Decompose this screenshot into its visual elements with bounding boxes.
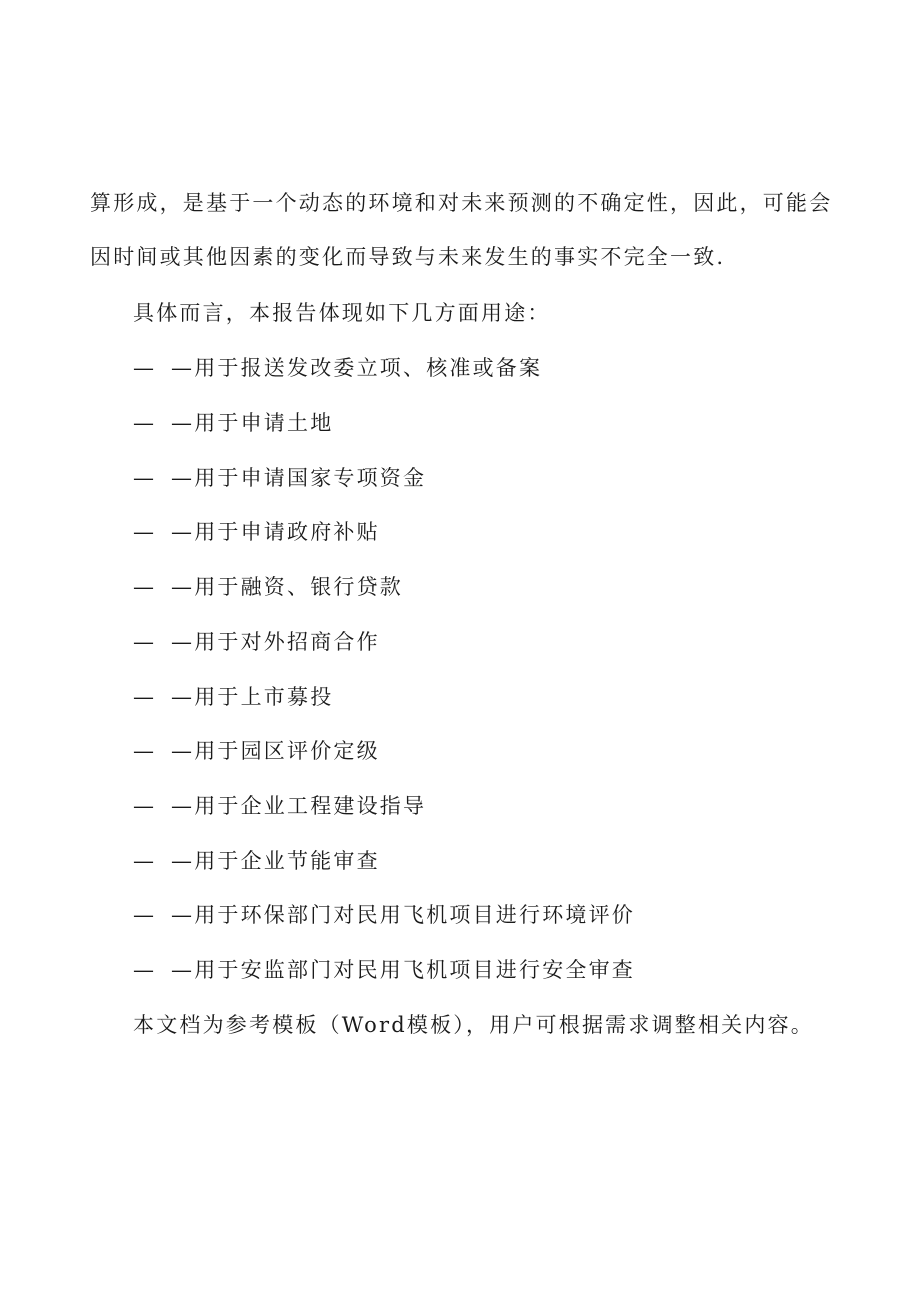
list-item: [133, 353, 542, 383]
list-item-text: —用于园区评价定级: [171, 739, 380, 763]
list-item-text: —用于对外招商合作: [171, 630, 380, 654]
list-item: [133, 846, 380, 876]
bullet-dash: —: [133, 520, 157, 544]
list-item-text: —用于企业节能审查: [171, 849, 380, 873]
paragraph-line: 因时间或其他因素的变化而导致与未来发生的事实不完全一致.: [90, 245, 726, 269]
list-item: [133, 682, 333, 712]
paragraph-line: 算形成，是基于一个动态的环境和对未来预测的不确定性，因此，可能会: [90, 191, 833, 215]
bullet-dash: —: [133, 739, 157, 763]
list-item-text: —用于企业工程建设指导: [171, 794, 427, 818]
list-item-text: —用于申请土地: [171, 411, 334, 435]
list-item: [133, 627, 380, 657]
bullet-dash: —: [133, 794, 157, 818]
bullet-dash: —: [133, 411, 157, 435]
intro-text: 具体而言，本报告体现如下几方面用途：: [133, 301, 551, 325]
list-item-text: —用于融资、银行贷款: [171, 575, 403, 599]
bullet-dash: —: [133, 575, 157, 599]
list-item-text: —用于环保部门对民用飞机项目进行环境评价: [171, 903, 635, 927]
list-item-text: —用于安监部门对民用飞机项目进行安全审查: [171, 958, 635, 982]
bullet-dash: —: [133, 466, 157, 490]
list-item-text: —用于申请国家专项资金: [171, 466, 427, 490]
bullet-dash: —: [133, 849, 157, 873]
list-item: [133, 517, 380, 547]
list-item-text: —用于上市募投: [171, 685, 334, 709]
list-item: [133, 736, 380, 766]
closing-note: 本文档为参考模板（Word模板），用户可根据需求调整相关内容。: [133, 1013, 814, 1037]
bullet-dash: —: [133, 356, 157, 380]
bullet-dash: —: [133, 903, 157, 927]
list-item: [133, 791, 426, 821]
list-item: [133, 463, 426, 493]
list-item: [133, 572, 403, 602]
list-item-text: —用于报送发改委立项、核准或备案: [171, 356, 543, 380]
bullet-dash: —: [133, 685, 157, 709]
bullet-dash: —: [133, 958, 157, 982]
list-item: [133, 408, 333, 438]
list-item: [133, 900, 635, 930]
bullet-dash: —: [133, 630, 157, 654]
list-item: [133, 955, 635, 985]
list-item-text: —用于申请政府补贴: [171, 520, 380, 544]
